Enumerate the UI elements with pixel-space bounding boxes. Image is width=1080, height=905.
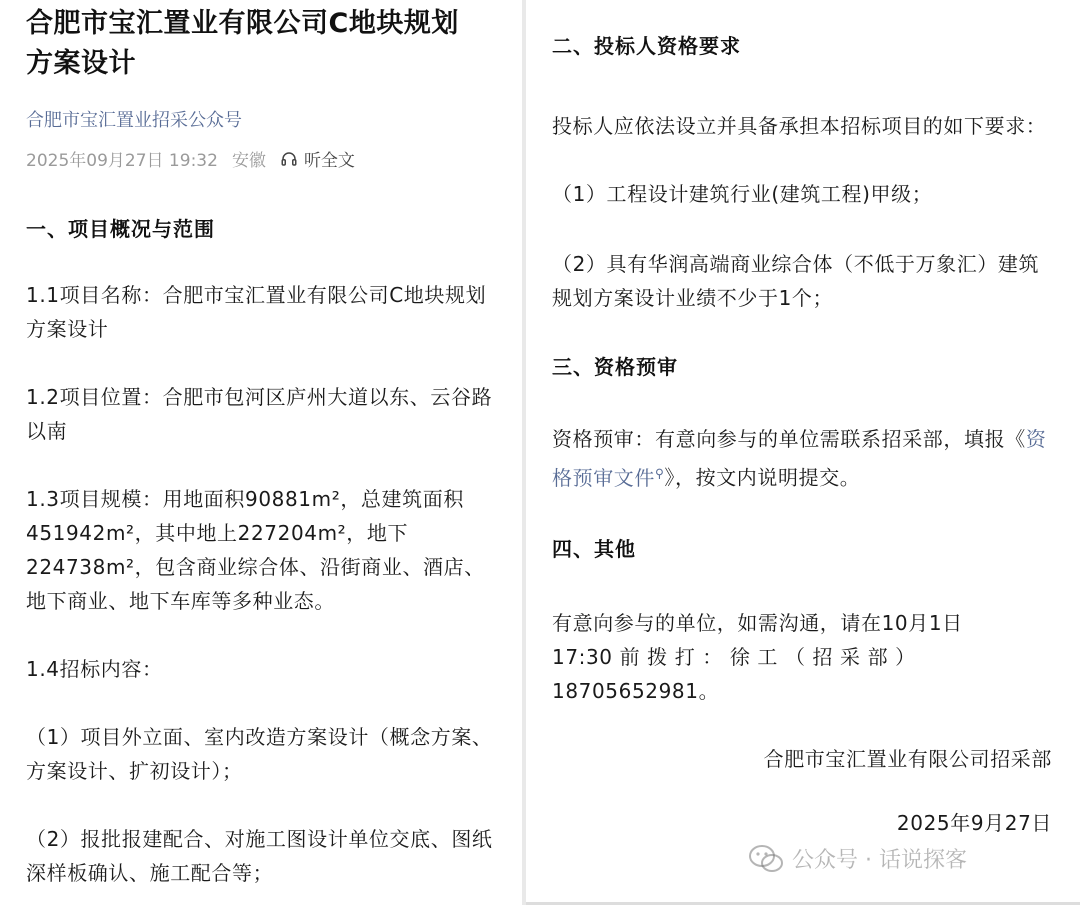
- account-name-link[interactable]: 合肥市宝汇置业招采公众号: [26, 110, 242, 131]
- article-title: [26, 0, 496, 84]
- title-line-2: 方案设计: [26, 48, 136, 79]
- publish-datetime: 2025年09月27日 19:32: [26, 151, 218, 171]
- requirement-item-2: （2）具有华润高端商业综合体（不低于万象汇）建筑规划方案设计业绩不少于1个；: [552, 252, 1040, 310]
- other-line-3: 18705652981。: [552, 678, 720, 703]
- prequalification-link-label: 资格预审文件: [552, 427, 1047, 490]
- prequalification-paragraph: [552, 422, 1052, 495]
- title-line-1: 合肥市宝汇置业有限公司C地块规划: [26, 8, 459, 39]
- prequalification-text-b: 》，按文内说明提交。: [664, 465, 861, 490]
- watermark: [748, 843, 967, 874]
- right-article-panel: [526, 0, 1080, 905]
- listen-label: 听全文: [303, 151, 355, 171]
- search-icon: ⚲: [655, 466, 665, 480]
- section-heading-1: 一、项目概况与范围: [26, 217, 215, 241]
- requirement-intro: 投标人应依法设立并具备承担本招标项目的如下要求：: [552, 114, 1047, 138]
- headphones-icon: [280, 150, 298, 168]
- paragraph-1-3: 1.3项目规模：用地面积90881m²，总建筑面积451942m²，其中地上227204m²，地下224738m²，包含商业综合体、沿街商业、酒店、地下商业、地下车库等多种业态。: [26, 487, 485, 613]
- left-article-panel: [0, 0, 522, 905]
- section-heading-3: 三、资格预审: [552, 355, 678, 379]
- requirement-item-1: （1）工程设计建筑行业(建筑工程)甲级；: [552, 182, 933, 206]
- scope-item-2: （2）报批报建配合、对施工图设计单位交底、图纸深样板确认、施工配合等；: [26, 827, 493, 885]
- signature: 合肥市宝汇置业有限公司招采部: [763, 746, 1052, 771]
- section-heading-2: 二、投标人资格要求: [552, 34, 741, 58]
- paragraph-1-4: 1.4招标内容：: [26, 657, 163, 681]
- other-line-1: 有意向参与的单位，如需沟通，请在10月1日: [552, 610, 963, 635]
- signature-date: 2025年9月27日: [896, 810, 1052, 835]
- prequalification-text-a: 资格预审：有意向参与的单位需联系招采部，填报《: [552, 427, 1026, 451]
- article-meta: [26, 146, 496, 171]
- wechat-icon: [748, 844, 784, 874]
- section-heading-4: 四、其他: [552, 536, 636, 561]
- paragraph-1-2: 1.2项目位置：合肥市包河区庐州大道以东、云谷路以南: [26, 385, 493, 443]
- listen-button[interactable]: [280, 146, 355, 171]
- other-paragraph: [552, 606, 1052, 708]
- paragraph-1-1: 1.1项目名称：合肥市宝汇置业有限公司C地块规划方案设计: [26, 283, 487, 341]
- watermark-text: 公众号 · 话说探客: [792, 848, 967, 873]
- other-line-2: 17:30 前 拨 打 ： 徐 工 （ 招 采 部 ）: [552, 644, 916, 669]
- scope-item-1: （1）项目外立面、室内改造方案设计（概念方案、方案设计、扩初设计）；: [26, 725, 493, 783]
- publish-region: 安徽: [231, 151, 266, 171]
